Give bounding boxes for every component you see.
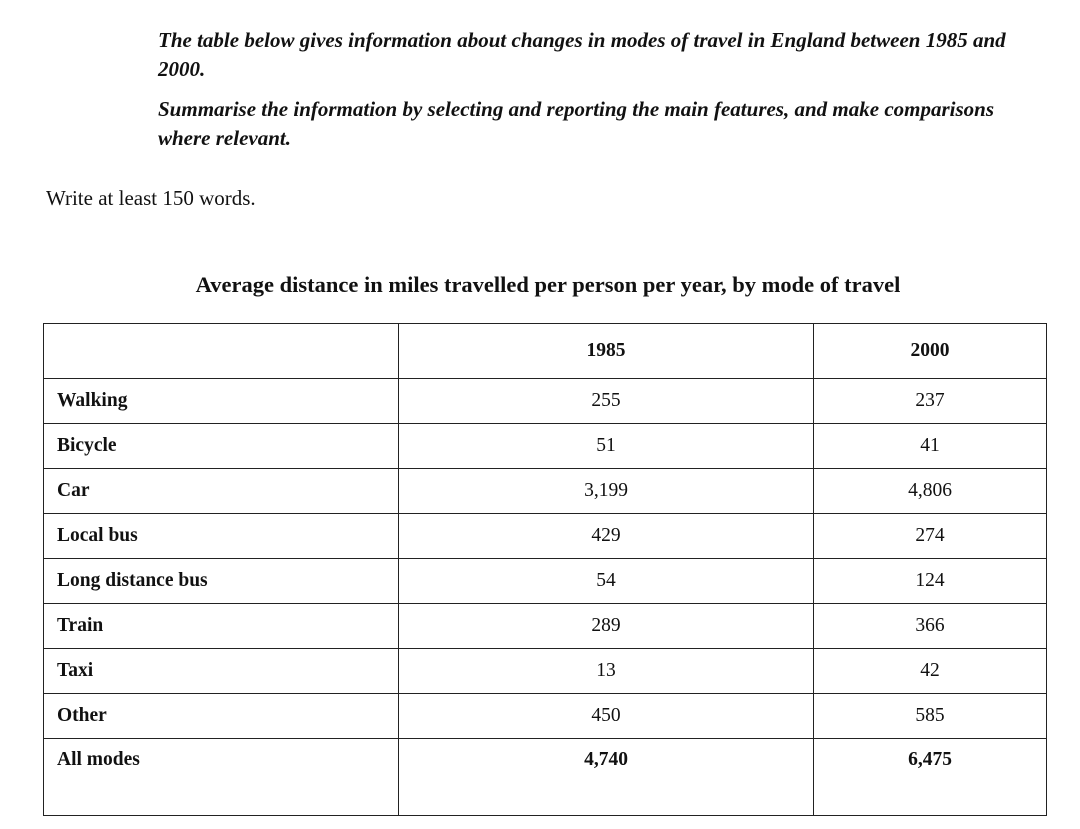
total-row: [44, 739, 1047, 816]
travel-modes-table: [43, 323, 1047, 816]
mode-label: Walking: [44, 379, 399, 424]
table-header-row: [44, 324, 1047, 379]
value-1985: 51: [399, 424, 814, 469]
value-1985: 255: [399, 379, 814, 424]
mode-label: Long distance bus: [44, 559, 399, 604]
value-1985: 13: [399, 649, 814, 694]
value-2000: 41: [814, 424, 1047, 469]
mode-label: Train: [44, 604, 399, 649]
table-row: [44, 604, 1047, 649]
total-2000: 6,475: [814, 739, 1047, 816]
mode-label: Local bus: [44, 514, 399, 559]
value-2000: 4,806: [814, 469, 1047, 514]
value-1985: 54: [399, 559, 814, 604]
mode-label: Other: [44, 694, 399, 739]
value-1985: 3,199: [399, 469, 814, 514]
value-2000: 585: [814, 694, 1047, 739]
table-row: [44, 424, 1047, 469]
value-2000: 124: [814, 559, 1047, 604]
value-1985: 429: [399, 514, 814, 559]
prompt-line-1: The table below gives information about changes in modes of travel in England between 1985 and 2000.: [158, 28, 1006, 81]
header-mode: [44, 324, 399, 379]
task-prompt: [158, 26, 1018, 153]
total-1985: 4,740: [399, 739, 814, 816]
mode-label: Car: [44, 469, 399, 514]
value-1985: 289: [399, 604, 814, 649]
table-row: [44, 469, 1047, 514]
table-row: [44, 694, 1047, 739]
table-row: [44, 559, 1047, 604]
word-count-instruction: Write at least 150 words.: [46, 186, 256, 210]
header-1985: 1985: [399, 324, 814, 379]
value-1985: 450: [399, 694, 814, 739]
table-title: Average distance in miles travelled per person per year, by mode of travel: [195, 272, 901, 297]
value-2000: 42: [814, 649, 1047, 694]
value-2000: 237: [814, 379, 1047, 424]
mode-label: Taxi: [44, 649, 399, 694]
mode-label: Bicycle: [44, 424, 399, 469]
table-row: [44, 379, 1047, 424]
prompt-line-2: Summarise the information by selecting and reporting the main features, and make comparisons where relevant.: [158, 97, 995, 150]
total-label: All modes: [44, 739, 399, 816]
header-2000: 2000: [814, 324, 1047, 379]
table-row: [44, 514, 1047, 559]
value-2000: 274: [814, 514, 1047, 559]
table-row: [44, 649, 1047, 694]
value-2000: 366: [814, 604, 1047, 649]
